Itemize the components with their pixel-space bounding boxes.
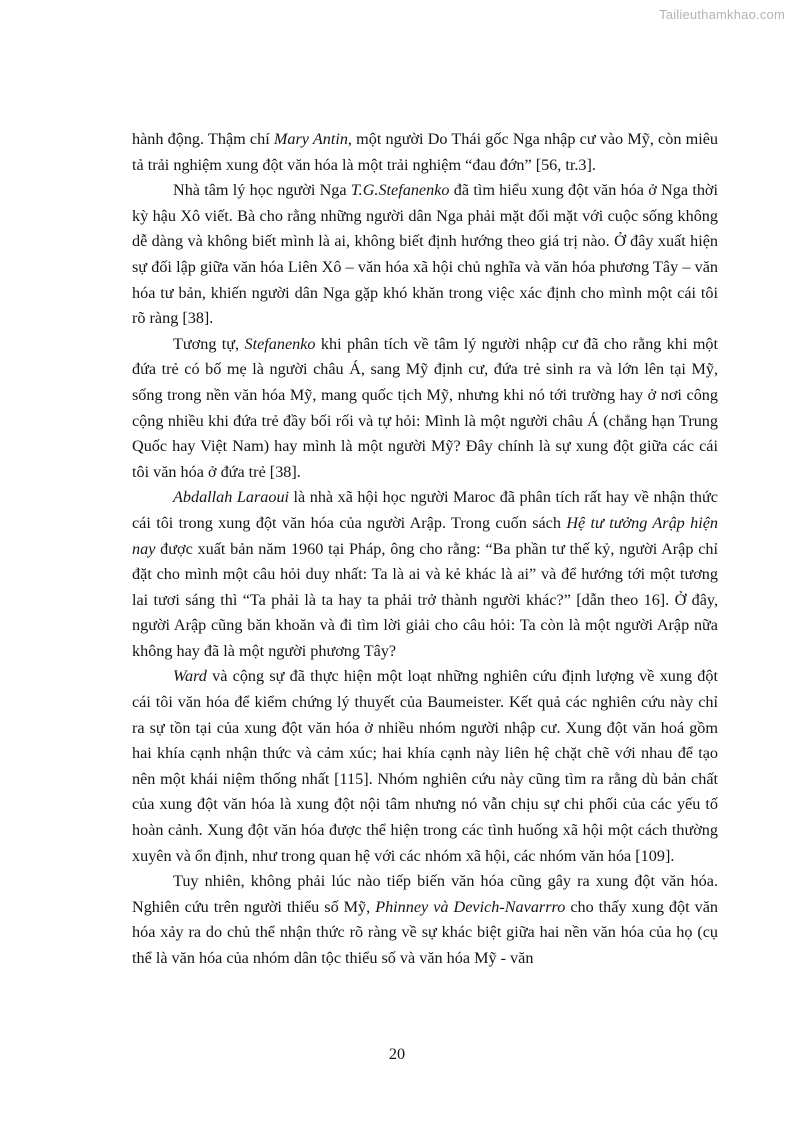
- text-run-italic: Stefanenko: [244, 334, 316, 353]
- watermark: Tailieuthamkhao.com: [659, 7, 785, 22]
- text-run: hành động. Thậm chí: [132, 130, 274, 148]
- text-run: được xuất bản năm 1960 tại Pháp, ông cho rằng: “Ba phần tư thế kỷ, người Arập chỉ đặt cho mình một câu hỏi duy nhất: Ta là ai và kẻ khác là ai” và để hướng tới một tương lai tươi sáng thì “Ta phải là ta hay ta phải trở thành người khác?” [dẫn theo 16]. Ở đây, người Arập cũng băn khoăn và đi tìm lời giải cho câu hỏi: Ta còn là một người Arập nữa không hay đã là một người phương Tây?: [132, 539, 718, 660]
- text-run-italic: Abdallah Laraoui: [173, 488, 290, 507]
- paragraph: [132, 178, 718, 332]
- text-run: và cộng sự đã thực hiện một loạt những nghiên cứu định lượng về xung đột cái tôi văn hóa để kiểm chứng lý thuyết của Baumeister. Kết quả các nghiên cứu này chỉ ra sự tồn tại của xung đột văn hóa ở nhiều nhóm người nhập cư. Xung đột văn hoá gồm hai khía cạnh nhận thức và cảm xúc; hai khía cạnh này liên hệ chặt chẽ với nhau để tạo nên một khái niệm thống nhất [115]. Nhóm nghiên cứu này cũng tìm ra rằng dù bản chất của xung đột văn hóa là xung đột nội tâm nhưng nó vẫn chịu sự chi phối của các yếu tố hoàn cảnh. Xung đột văn hóa được thể hiện trong các tình huống xã hội một cách thường xuyên và ổn định, như trong quan hệ với các nhóm xã hội, các nhóm văn hóa [109].: [132, 667, 718, 865]
- paragraph: [132, 485, 718, 664]
- text-run: , một người Do Thái gốc Nga nhập cư vào Mỹ, còn miêu tả trải nghiệm xung đột văn hóa là một trải nghiệm “đau đớn” [56, tr.3].: [132, 130, 718, 174]
- text-run: là nhà xã hội học người Maroc đã phân tích rất hay về nhận thức cái tôi trong xung đột văn hóa của người Arập. Trong cuốn sách: [132, 488, 718, 532]
- text-run-italic: Ward: [173, 667, 207, 686]
- page-body: [132, 127, 718, 972]
- paragraph: [132, 127, 718, 178]
- text-run: khi phân tích về tâm lý người nhập cư đã cho rằng khi một đứa trẻ có bố mẹ là người châu Á, sang Mỹ định cư, đứa trẻ sinh ra và lớn lên tại Mỹ, sống trong nền văn hóa Mỹ, mang quốc tịch Mỹ, nhưng khi nó tới trường hay ở nơi công cộng nhiều khi đứa trẻ đầy bối rối và tự hỏi: Mình là một người châu Á (chẳng hạn Trung Quốc hay Việt Nam) hay mình là một người Mỹ? Đây chính là sự xung đột giữa các cái tôi văn hóa ở đứa trẻ [38].: [132, 334, 719, 481]
- text-run: Nhà tâm lý học người Nga: [173, 181, 351, 200]
- text-run-italic: Hệ tư tưởng Arập hiện nay: [132, 513, 718, 558]
- paragraph: [132, 664, 718, 869]
- text-run: Tương tự,: [173, 334, 245, 353]
- text-run: đã tìm hiểu xung đột văn hóa ở Nga thời kỳ hậu Xô viết. Bà cho rằng những người dân Nga phải mặt đối mặt với cuộc sống không dễ dàng và không biết mình là ai, không biết định hướng theo giá trị nào. Ở đây xuất hiện sự đối lập giữa văn hóa Liên Xô – văn hóa xã hội chủ nghĩa và văn hóa phương Tây – văn hóa tư bản, khiến người dân Nga gặp khó khăn trong việc xác định cho mình một cái tôi rõ ràng [38].: [132, 181, 718, 328]
- text-run-italic: Mary Antin: [273, 130, 348, 148]
- paragraph: [132, 332, 718, 486]
- text-run-italic: T.G.Stefanenko: [350, 181, 450, 200]
- text-run: cho thấy xung đột văn hóa xảy ra do chủ thể nhận thức rõ ràng về sự khác biệt giữa hai nền văn hóa của họ (cụ thể là văn hóa của nhóm dân tộc thiểu số và văn hóa Mỹ - văn: [132, 897, 718, 967]
- paragraph: [132, 869, 718, 971]
- page-number: 20: [388, 1045, 406, 1063]
- text-run-italic: Phinney và Devich-Navarrro: [375, 897, 566, 916]
- text-run: Tuy nhiên, không phải lúc nào tiếp biến văn hóa cũng gây ra xung đột văn hóa. Nghiên cứu trên người thiểu số Mỹ,: [132, 872, 718, 916]
